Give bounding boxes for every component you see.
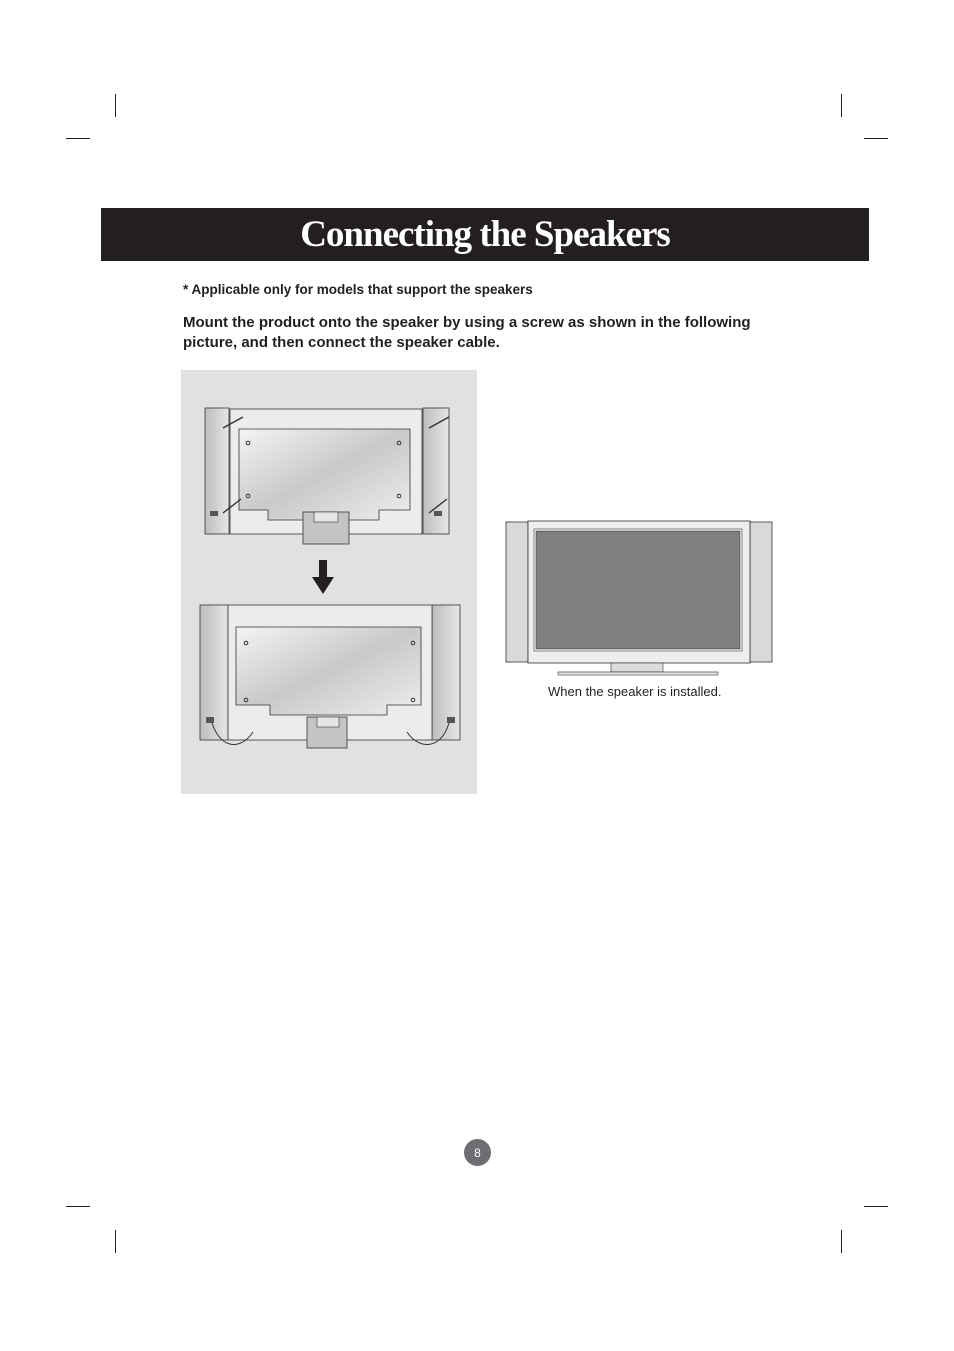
mounting-illustration (181, 370, 477, 794)
installed-tv-illustration (505, 520, 775, 680)
down-arrow-icon (312, 560, 334, 594)
crop-mark-top-left-vertical (115, 94, 116, 117)
page-number-badge (464, 1139, 491, 1166)
before-mounting-drawing (205, 408, 449, 544)
installed-caption: When the speaker is installed. (548, 684, 722, 699)
page-number: 8 (474, 1145, 481, 1160)
applicability-note: * Applicable only for models that support the speakers (183, 282, 533, 297)
mounting-illustration-panel (181, 370, 477, 794)
after-mounting-drawing (200, 605, 460, 748)
tv-screen (536, 531, 740, 649)
crop-mark-top-right-horizontal (864, 138, 888, 139)
crop-mark-bottom-right-horizontal (864, 1206, 888, 1207)
crop-mark-bottom-left-horizontal (66, 1206, 90, 1207)
crop-mark-top-left-horizontal (66, 138, 90, 139)
crop-mark-bottom-left-vertical (115, 1230, 116, 1253)
page-title: Connecting the Speakers (300, 214, 670, 255)
instruction-text: Mount the product onto the speaker by using a screw as shown in the following picture, and then connect the speaker cable. (183, 314, 751, 351)
tv-with-speakers (505, 520, 775, 680)
title-bar (101, 208, 869, 261)
crop-mark-top-right-vertical (841, 94, 842, 117)
crop-mark-bottom-right-vertical (841, 1230, 842, 1253)
